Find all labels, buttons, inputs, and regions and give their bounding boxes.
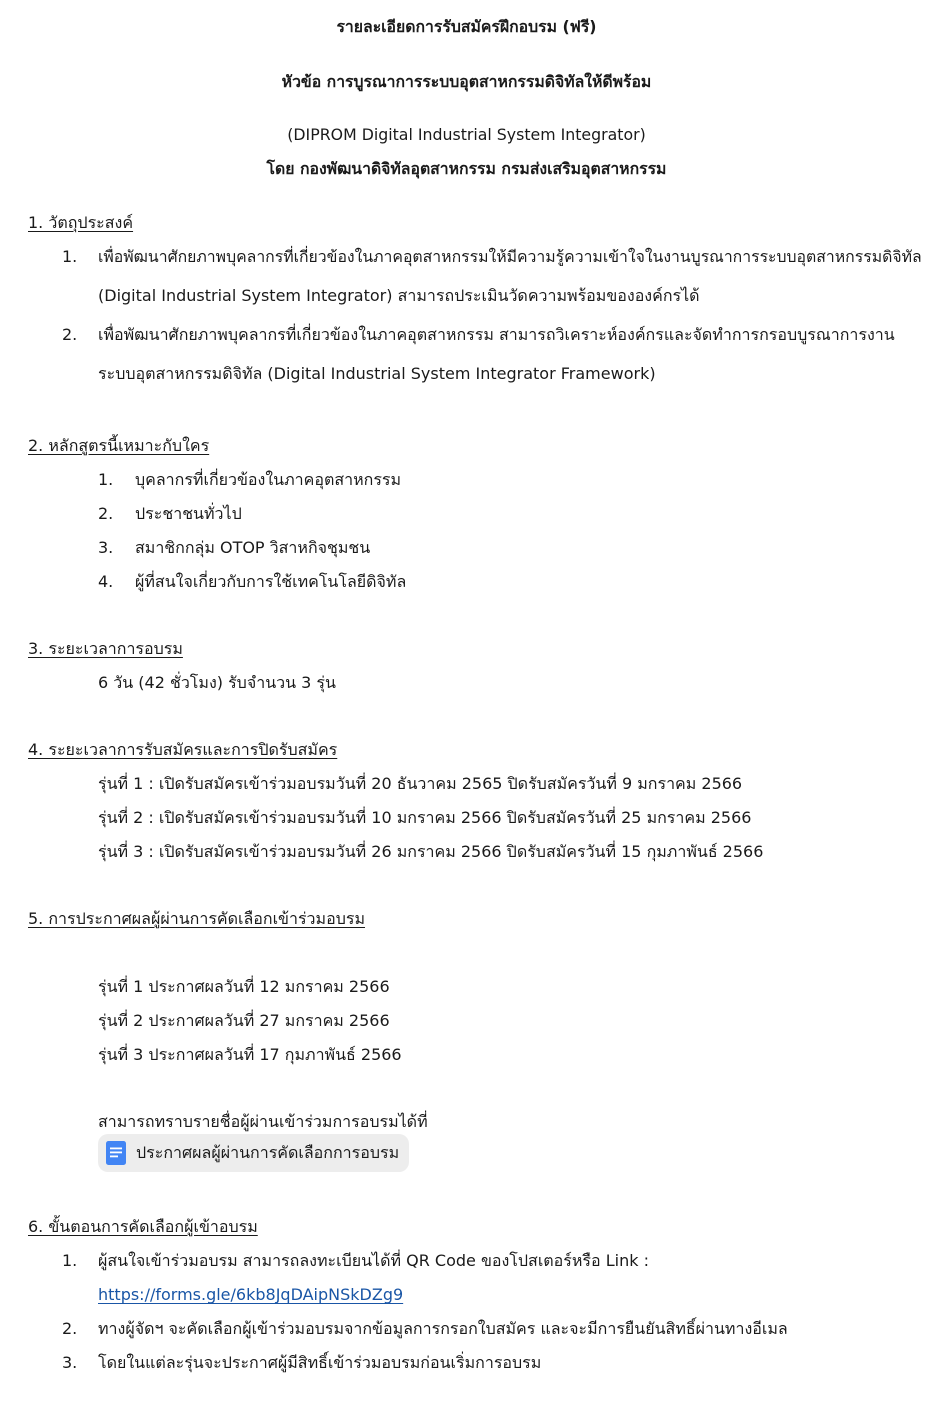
s4-round-2: รุ่นที่ 2 : เปิดรับสมัครเข้าร่วมอบรมวันที่ 10 มกราคม 2566 ปิดรับสมัครวันที่ 25 มกราคม 2566 [98,808,752,827]
doc-title: รายละเอียดการรับสมัครฝึกอบรม (ฟรี) [336,17,597,36]
section-1-heading: 1. วัตถุประสงค์ [28,213,134,232]
s2-item-1-text: บุคลากรที่เกี่ยวข้องในภาคอุตสาหกรรม [135,470,402,489]
s2-item-1-number: 1. [98,470,114,489]
s2-item-3-text: สมาชิกกลุ่ม OTOP วิสาหกิจชุมชน [135,538,371,557]
s3-duration-text: 6 วัน (42 ชั่วโมง) รับจำนวน 3 รุ่น [98,673,336,692]
section-5-heading: 5. การประกาศผลผู้ผ่านการคัดเลือกเข้าร่วมอบรม [28,909,365,928]
s5-note: สามารถทราบรายชื่อผู้ผ่านเข้าร่วมการอบรมได้ที่ [98,1112,428,1131]
s2-item-3-number: 3. [98,538,114,557]
results-document-chip-label: ประกาศผลผู้ผ่านการคัดเลือกการอบรม [136,1143,400,1162]
s4-round-1: รุ่นที่ 1 : เปิดรับสมัครเข้าร่วมอบรมวันที่ 20 ธันวาคม 2565 ปิดรับสมัครวันที่ 9 มกราคม 2566 [98,774,743,793]
section-6-heading: 6. ขั้นตอนการคัดเลือกผู้เข้าอบรม [28,1217,258,1236]
doc-organizer: โดย กองพัฒนาดิจิทัลอุตสาหกรรม กรมส่งเสริมอุตสาหกรรม [266,159,667,178]
s5-result-round-1: รุ่นที่ 1 ประกาศผลวันที่ 12 มกราคม 2566 [98,977,390,996]
s2-item-2-text: ประชาชนทั่วไป [135,504,242,523]
s1-item-2-line-1: เพื่อพัฒนาศักยภาพบุคลากรที่เกี่ยวข้องในภาคอุตสาหกรรม สามารถวิเคราะห์องค์กรและจัดทำการกรอบบูรณาการงาน [98,325,895,344]
s6-item-1-number: 1. [62,1251,78,1270]
s6-item-2-number: 2. [62,1319,78,1338]
s2-item-2-number: 2. [98,504,114,523]
section-2-heading: 2. หลักสูตรนี้เหมาะกับใคร [28,436,210,455]
results-document-chip[interactable] [98,1134,409,1172]
section-4-heading: 4. ระยะเวลาการรับสมัครและการปิดรับสมัคร [28,740,338,759]
section-3-heading: 3. ระยะเวลาการอบรม [28,639,183,658]
google-docs-icon [106,1141,126,1165]
s5-result-round-2: รุ่นที่ 2 ประกาศผลวันที่ 27 มกราคม 2566 [98,1011,390,1030]
s6-item-3-number: 3. [62,1353,78,1372]
s6-item-1-text: ผู้สนใจเข้าร่วมอบรม สามารถลงทะเบียนได้ที่ QR Code ของโปสเตอร์หรือ Link : [98,1251,649,1270]
s1-item-1-line-2: (Digital Industrial System Integrator) สามารถประเมินวัดความพร้อมขององค์กรได้ [98,286,700,305]
s1-item-1-line-1: เพื่อพัฒนาศักยภาพบุคลากรที่เกี่ยวข้องในภาคอุตสาหกรรมให้มีความรู้ความเข้าใจในงานบูรณาการระบบอุตสาหกรรมดิจิทัล [98,247,922,266]
s6-item-3-text: โดยในแต่ละรุ่นจะประกาศผู้มีสิทธิ์เข้าร่วมอบรมก่อนเริ่มการอบรม [98,1353,542,1372]
s4-round-3: รุ่นที่ 3 : เปิดรับสมัครเข้าร่วมอบรมวันที่ 26 มกราคม 2566 ปิดรับสมัครวันที่ 15 กุมภาพันธ์ 2566 [98,842,764,861]
s2-item-4-number: 4. [98,572,114,591]
registration-form-link[interactable]: https://forms.gle/6kb8JqDAipNSkDZg9 [98,1285,404,1304]
doc-topic: หัวข้อ การบูรณาการระบบอุตสาหกรรมดิจิทัลให้ดีพร้อม [281,72,652,91]
s1-item-1-number: 1. [62,247,78,266]
s6-item-2-text: ทางผู้จัดฯ จะคัดเลือกผู้เข้าร่วมอบรมจากข้อมูลการกรอกใบสมัคร และจะมีการยืนยันสิทธิ์ผ่านทางอีเมล [98,1319,788,1338]
s2-item-4-text: ผู้ที่สนใจเกี่ยวกับการใช้เทคโนโลยีดิจิทัล [135,572,407,591]
doc-subtitle-english: (DIPROM Digital Industrial System Integrator) [287,125,646,144]
s1-item-2-line-2: ระบบอุตสาหกรรมดิจิทัล (Digital Industrial System Integrator Framework) [98,364,656,383]
s5-result-round-3: รุ่นที่ 3 ประกาศผลวันที่ 17 กุมภาพันธ์ 2566 [98,1045,402,1064]
s1-item-2-number: 2. [62,325,78,344]
